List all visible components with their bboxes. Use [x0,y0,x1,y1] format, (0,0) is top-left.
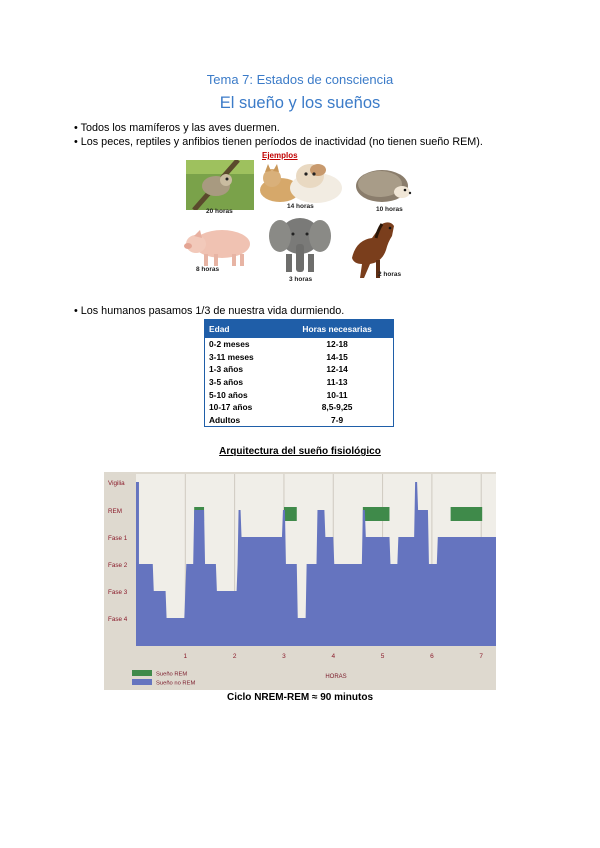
header-hours: Horas necesarias [281,320,393,339]
elephant-photo-icon [268,214,332,276]
x-tick-label: 3 [282,653,286,660]
x-tick-label: 2 [232,653,237,660]
table-row [205,351,394,364]
bullet-mammals-birds: • Todos los mamíferos y las aves duermen. [74,122,280,134]
table-row [205,376,394,389]
cell-hours: 8,5-9,25 [321,402,353,413]
table-header-row [205,320,394,339]
bullet-fish-reptiles: • Los peces, reptiles y anfibios tienen períodos de inactividad (no tienen sueño REM). [74,136,483,148]
page-title: El sueño y los sueños [219,94,381,112]
cell-age: 10-17 años [209,402,253,413]
cell-hours: 11-13 [326,377,348,388]
hypnogram-chart [104,472,496,690]
x-tick-label: 5 [380,653,385,660]
legend-label: Sueño REM [156,671,188,678]
rem-period-bar [284,507,297,521]
cell-hours: 12-18 [326,339,348,350]
table-row [205,414,394,427]
bulldog-cat-photo-icon [258,156,348,206]
hedgehog-photo-icon [352,160,412,206]
pig-photo-icon [182,222,262,268]
cell-age: 3-5 años [209,377,243,388]
table-row [205,363,394,376]
legend-swatch [132,670,152,676]
animal-label: 14 horas [287,203,314,210]
x-tick-label: 7 [479,653,484,660]
animal-label: 3 horas [289,276,313,283]
animal-label: 10 horas [376,206,403,213]
table-row [205,401,394,414]
bullet-humans: • Los humanos pasamos 1/3 de nuestra vida durmiendo. [74,305,345,317]
x-axis-label: HORAS [325,674,347,680]
cycle-caption: Ciclo NREM-REM ≈ 90 minutos [226,692,374,703]
animal-label: 8 horas [196,266,220,273]
cell-hours: 7-9 [331,414,344,425]
x-tick-label: 4 [331,653,336,660]
x-tick-label: 6 [430,653,434,660]
x-tick-label: 1 [183,653,188,660]
stage-label: REM [108,508,122,515]
stage-label: Fase 3 [108,589,128,596]
cell-age: 3-11 meses [209,351,254,362]
legend-label: Sueño no REM [156,680,196,687]
rem-period-bar [451,507,483,521]
stage-label: Vigilia [108,480,125,487]
cell-age: 1-3 años [209,364,243,375]
sloth-photo-icon [186,160,254,210]
table-row [205,338,394,351]
animal-label: 20 horas [206,208,233,215]
stage-label: Fase 1 [108,535,128,542]
rem-period-bar [363,507,390,521]
cell-age: 5-10 años [209,389,248,400]
cell-hours: 14-15 [326,351,348,362]
legend-swatch [132,679,152,685]
stage-label: Fase 2 [108,562,128,569]
topic-title: Tema 7: Estados de consciencia [206,72,394,87]
table-row [205,388,394,401]
cell-age: 0-2 meses [209,339,250,350]
cell-hours: 10-11 [326,389,348,400]
animal-label: 2 horas [378,271,402,278]
header-age: Edad [205,320,282,339]
stage-label: Fase 4 [108,616,128,623]
examples-title: Ejemplos [262,151,298,160]
cell-age: Adultos [209,414,241,425]
cell-hours: 12-14 [326,364,348,375]
sleep-hours-table [204,319,394,427]
architecture-title: Arquitectura del sueño fisiológico [219,446,381,457]
